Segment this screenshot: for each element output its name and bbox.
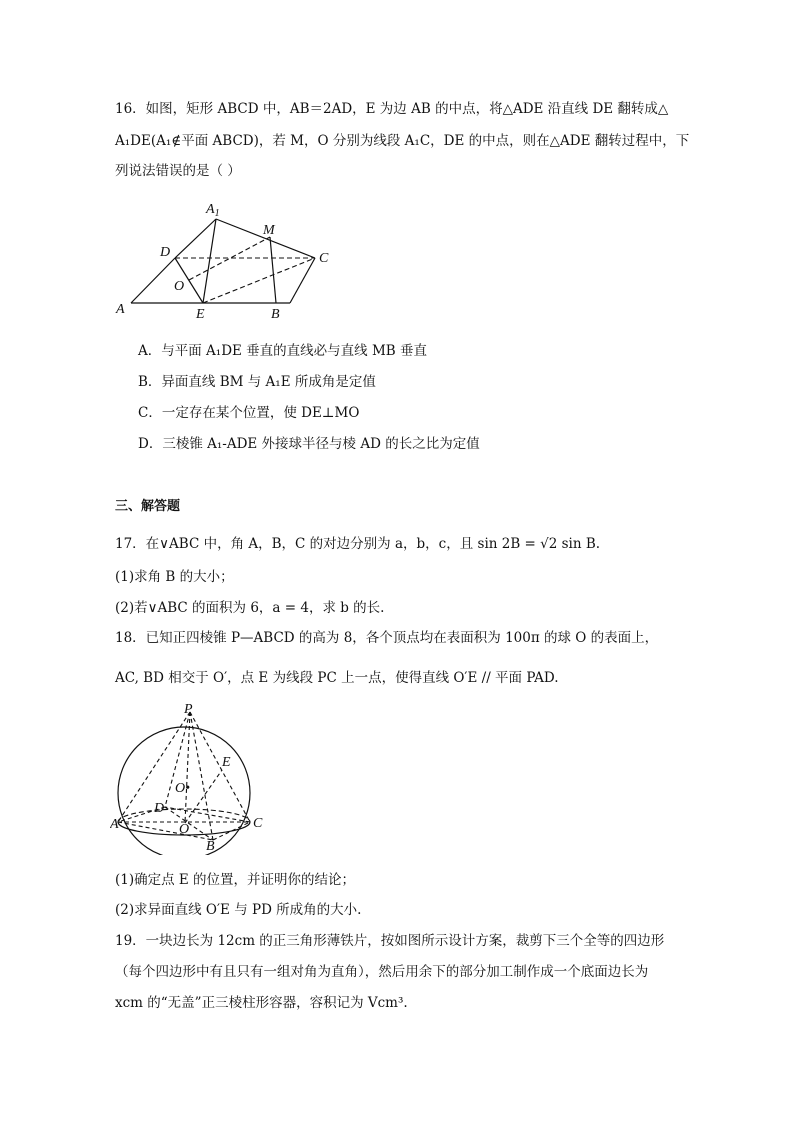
label-C: C <box>319 251 329 266</box>
label-M: M <box>263 223 275 238</box>
q17-part2: (2)若∨ABC 的面积为 6，a = 4，求 b 的长. <box>115 600 385 616</box>
segment-OE <box>185 770 222 823</box>
q16-option-c: C．一定存在某个位置，使 DE⊥MO <box>138 405 360 421</box>
q18-line1: 18．已知正四棱锥 P—ABCD 的高为 8，各个顶点均在表面积为 100π 的球 O 的表面上， <box>115 630 659 646</box>
label-B: B <box>206 839 215 854</box>
q16-option-a: A．与平面 A₁DE 垂直的直线必与直线 MB 垂直 <box>138 343 427 359</box>
q19-line3: xcm 的“无盖”正三棱柱形容器，容积记为 Vcm³. <box>115 995 408 1011</box>
q18-figure <box>110 700 280 855</box>
section-title: 三、解答题 <box>115 499 181 514</box>
label-A: A <box>110 817 119 832</box>
q16-line1: 16．如图，矩形 ABCD 中，AB＝2AD，E 为边 AB 的中点，将△ADE 沿直线 DE 翻转成△ <box>115 101 669 117</box>
q18-line2: AC, BD 相交于 O′，点 E 为线段 PC 上一点，使得直线 O′E // 平面 PAD. <box>115 670 559 686</box>
label-D: D <box>154 801 165 816</box>
q17-line1: 17．在∨ABC 中，角 A，B，C 的对边分别为 a，b，c，且 sin 2B = √2 sin B. <box>115 536 601 552</box>
q18-part2: (2)求异面直线 O′E 与 PD 所成角的大小. <box>115 902 362 918</box>
label-D: D <box>160 245 171 260</box>
label-E: E <box>196 307 205 322</box>
q16-option-d: D．三棱锥 A₁-ADE 外接球半径与棱 AD 的长之比为定值 <box>138 436 480 452</box>
label-O-center: O• <box>175 781 191 796</box>
edge-A1E <box>203 219 216 303</box>
q16-line2: A₁DE(A₁∉平面 ABCD)，若 M，O 分别为线段 A₁C，DE 的中点，则在△ADE 翻转过程中，下 <box>115 133 690 149</box>
q17-part1: (1)求角 B 的大小； <box>115 569 234 585</box>
dashed-EC <box>203 258 315 303</box>
label-A: A <box>116 302 125 317</box>
label-P: P <box>184 702 193 717</box>
label-A1: $A_1$ <box>206 202 220 219</box>
base-AB <box>118 822 213 840</box>
q19-line2: （每个四边形中有且只有一组对角为直角），然后用余下的部分加工制作成一个底面边长为 <box>115 964 649 980</box>
label-C: C <box>253 816 263 831</box>
edge-PB <box>190 712 213 840</box>
label-B: B <box>271 307 280 322</box>
q18-part1: (1)确定点 E 的位置，并证明你的结论； <box>115 872 356 888</box>
label-E: E <box>222 755 231 770</box>
q16-option-b: B．异面直线 BM 与 A₁E 所成角是定值 <box>138 374 376 390</box>
edge-MB <box>270 237 276 303</box>
edge-DA1 <box>175 219 216 258</box>
q19-line1: 19．一块边长为 12cm 的正三角形薄铁片，按如图所示设计方案，裁剪下三个全等的四边形 <box>115 933 665 949</box>
q16-figure <box>110 196 350 324</box>
label-O-prime: O <box>179 822 190 837</box>
edge-BC <box>290 258 315 303</box>
q16-line3: 列说法错误的是（ ） <box>115 163 241 179</box>
label-O: O <box>174 279 185 294</box>
edge-AD <box>131 258 175 303</box>
